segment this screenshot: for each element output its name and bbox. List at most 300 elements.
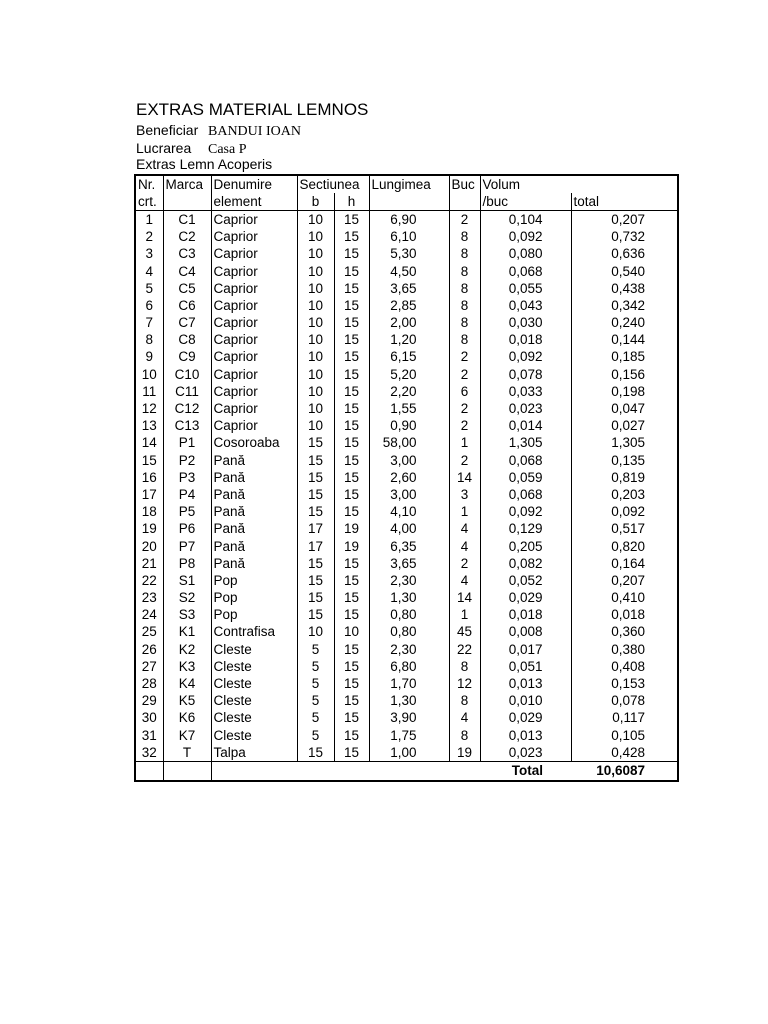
table-row [135, 469, 678, 486]
table-row [135, 521, 678, 538]
row-marca: C9 [163, 349, 211, 366]
row-marca: C8 [163, 332, 211, 349]
row-lungimea: 1,00 [369, 744, 449, 762]
row-volum-buc: 0,092 [480, 229, 571, 246]
row-b: 15 [297, 607, 334, 624]
row-volum-buc: 0,023 [480, 744, 571, 762]
row-buc: 2 [449, 400, 480, 417]
row-buc: 22 [449, 641, 480, 658]
row-marca: K3 [163, 658, 211, 675]
row-b: 15 [297, 744, 334, 762]
row-marca: C10 [163, 366, 211, 383]
row-marca: C2 [163, 229, 211, 246]
lucrarea-value: Casa P [208, 142, 247, 157]
row-volum-buc: 0,059 [480, 469, 571, 486]
row-buc: 14 [449, 469, 480, 486]
row-buc: 14 [449, 590, 480, 607]
row-denumire: Caprior [211, 332, 297, 349]
row-marca: C7 [163, 315, 211, 332]
row-b: 10 [297, 366, 334, 383]
row-lungimea: 1,30 [369, 693, 449, 710]
row-volum-total: 0,207 [571, 211, 678, 229]
row-marca: C5 [163, 280, 211, 297]
row-marca: K2 [163, 641, 211, 658]
row-h: 15 [334, 280, 369, 297]
header-buc: Buc [449, 175, 480, 193]
row-nr: 12 [135, 400, 163, 417]
table-row [135, 400, 678, 417]
row-h: 15 [334, 486, 369, 503]
row-b: 10 [297, 624, 334, 641]
table-row [135, 366, 678, 383]
header-volum: Volum [480, 175, 678, 193]
row-h: 15 [334, 349, 369, 366]
row-volum-buc: 0,078 [480, 366, 571, 383]
row-denumire: Cleste [211, 675, 297, 692]
row-b: 10 [297, 383, 334, 400]
row-h: 15 [334, 710, 369, 727]
row-volum-buc: 0,055 [480, 280, 571, 297]
beneficiar-value: BANDUI IOAN [208, 124, 301, 139]
table-row [135, 452, 678, 469]
row-marca: P1 [163, 435, 211, 452]
table-row [135, 504, 678, 521]
row-marca: K7 [163, 727, 211, 744]
row-b: 10 [297, 229, 334, 246]
table-row [135, 435, 678, 452]
header-b: b [297, 193, 334, 211]
row-marca: C3 [163, 246, 211, 263]
row-buc: 8 [449, 297, 480, 314]
row-buc: 2 [449, 452, 480, 469]
row-nr: 8 [135, 332, 163, 349]
table-row [135, 383, 678, 400]
row-lungimea: 2,30 [369, 641, 449, 658]
header-h: h [334, 193, 369, 211]
row-volum-buc: 0,080 [480, 246, 571, 263]
total-empty-cell [163, 762, 211, 782]
row-h: 15 [334, 229, 369, 246]
row-volum-buc: 0,051 [480, 658, 571, 675]
row-buc: 8 [449, 246, 480, 263]
row-lungimea: 2,20 [369, 383, 449, 400]
row-volum-buc: 0,068 [480, 452, 571, 469]
row-lungimea: 2,00 [369, 315, 449, 332]
total-empty-cell [297, 762, 334, 782]
row-buc: 1 [449, 504, 480, 521]
row-nr: 21 [135, 555, 163, 572]
table-row [135, 418, 678, 435]
row-buc: 2 [449, 349, 480, 366]
row-buc: 4 [449, 538, 480, 555]
row-buc: 19 [449, 744, 480, 762]
row-h: 19 [334, 538, 369, 555]
row-h: 15 [334, 572, 369, 589]
row-volum-total: 0,540 [571, 263, 678, 280]
row-h: 15 [334, 315, 369, 332]
row-lungimea: 5,30 [369, 246, 449, 263]
total-empty-cell [449, 762, 480, 782]
row-buc: 8 [449, 332, 480, 349]
row-denumire: Pană [211, 555, 297, 572]
row-nr: 19 [135, 521, 163, 538]
row-buc: 8 [449, 315, 480, 332]
row-b: 5 [297, 641, 334, 658]
row-denumire: Pop [211, 590, 297, 607]
row-lungimea: 1,70 [369, 675, 449, 692]
header-lungimea: Lungimea [369, 175, 449, 193]
row-h: 15 [334, 693, 369, 710]
row-lungimea: 3,65 [369, 280, 449, 297]
row-nr: 17 [135, 486, 163, 503]
row-denumire: Pană [211, 504, 297, 521]
row-buc: 6 [449, 383, 480, 400]
row-volum-buc: 0,129 [480, 521, 571, 538]
row-volum-total: 0,240 [571, 315, 678, 332]
row-b: 15 [297, 452, 334, 469]
row-h: 15 [334, 641, 369, 658]
row-volum-buc: 0,017 [480, 641, 571, 658]
table-row [135, 744, 678, 762]
row-h: 15 [334, 383, 369, 400]
row-buc: 4 [449, 521, 480, 538]
row-volum-total: 1,305 [571, 435, 678, 452]
row-denumire: Caprior [211, 366, 297, 383]
row-nr: 22 [135, 572, 163, 589]
row-lungimea: 2,30 [369, 572, 449, 589]
table-row [135, 349, 678, 366]
header-marca: Marca [163, 175, 211, 193]
row-nr: 9 [135, 349, 163, 366]
table-row [135, 607, 678, 624]
total-value: 10,6087 [571, 762, 678, 782]
row-b: 10 [297, 263, 334, 280]
row-lungimea: 1,55 [369, 400, 449, 417]
table-row [135, 538, 678, 555]
row-volum-buc: 0,008 [480, 624, 571, 641]
table-row [135, 675, 678, 692]
table-row [135, 486, 678, 503]
row-denumire: Caprior [211, 246, 297, 263]
row-buc: 8 [449, 263, 480, 280]
row-lungimea: 3,90 [369, 710, 449, 727]
table-row [135, 297, 678, 314]
row-marca: S3 [163, 607, 211, 624]
table-row [135, 315, 678, 332]
row-marca: C4 [163, 263, 211, 280]
row-nr: 11 [135, 383, 163, 400]
row-b: 17 [297, 538, 334, 555]
row-b: 17 [297, 521, 334, 538]
row-buc: 3 [449, 486, 480, 503]
table-row [135, 280, 678, 297]
row-volum-total: 0,047 [571, 400, 678, 417]
header-empty [369, 193, 449, 211]
row-nr: 14 [135, 435, 163, 452]
row-lungimea: 1,20 [369, 332, 449, 349]
row-b: 10 [297, 418, 334, 435]
row-volum-buc: 0,068 [480, 263, 571, 280]
table-row [135, 263, 678, 280]
row-volum-total: 0,078 [571, 693, 678, 710]
row-nr: 1 [135, 211, 163, 229]
row-buc: 8 [449, 229, 480, 246]
row-lungimea: 2,60 [369, 469, 449, 486]
row-volum-buc: 1,305 [480, 435, 571, 452]
table-row [135, 727, 678, 744]
row-lungimea: 1,75 [369, 727, 449, 744]
row-volum-total: 0,636 [571, 246, 678, 263]
row-volum-total: 0,156 [571, 366, 678, 383]
row-b: 5 [297, 693, 334, 710]
lucrarea-label: Lucrarea [136, 140, 192, 156]
row-volum-buc: 0,092 [480, 349, 571, 366]
row-volum-total: 0,135 [571, 452, 678, 469]
total-empty-cell [211, 762, 297, 782]
table-row [135, 641, 678, 658]
row-denumire: Caprior [211, 400, 297, 417]
row-volum-total: 0,732 [571, 229, 678, 246]
row-lungimea: 5,20 [369, 366, 449, 383]
row-nr: 13 [135, 418, 163, 435]
total-row [135, 762, 678, 782]
row-h: 15 [334, 555, 369, 572]
row-lungimea: 6,35 [369, 538, 449, 555]
header-denumire: Denumire [211, 175, 297, 193]
row-lungimea: 2,85 [369, 297, 449, 314]
row-b: 15 [297, 572, 334, 589]
row-marca: C11 [163, 383, 211, 400]
row-volum-total: 0,380 [571, 641, 678, 658]
row-marca: P5 [163, 504, 211, 521]
row-h: 15 [334, 658, 369, 675]
row-volum-total: 0,092 [571, 504, 678, 521]
total-empty-cell [334, 762, 369, 782]
row-volum-total: 0,164 [571, 555, 678, 572]
row-nr: 24 [135, 607, 163, 624]
row-lungimea: 4,00 [369, 521, 449, 538]
row-denumire: Pană [211, 538, 297, 555]
row-denumire: Pop [211, 572, 297, 589]
row-nr: 16 [135, 469, 163, 486]
total-label: Total [480, 762, 571, 782]
table-row [135, 211, 678, 229]
row-denumire: Caprior [211, 211, 297, 229]
row-denumire: Caprior [211, 229, 297, 246]
row-nr: 28 [135, 675, 163, 692]
row-lungimea: 3,00 [369, 452, 449, 469]
row-buc: 1 [449, 607, 480, 624]
row-lungimea: 0,80 [369, 624, 449, 641]
row-buc: 4 [449, 572, 480, 589]
row-nr: 20 [135, 538, 163, 555]
row-h: 15 [334, 435, 369, 452]
row-h: 15 [334, 727, 369, 744]
row-volum-total: 0,819 [571, 469, 678, 486]
total-empty-cell [369, 762, 449, 782]
row-buc: 4 [449, 710, 480, 727]
row-buc: 45 [449, 624, 480, 641]
row-nr: 26 [135, 641, 163, 658]
row-marca: P7 [163, 538, 211, 555]
row-lungimea: 58,00 [369, 435, 449, 452]
row-denumire: Pop [211, 607, 297, 624]
beneficiar-label: Beneficiar [136, 122, 199, 138]
row-lungimea: 6,90 [369, 211, 449, 229]
row-volum-buc: 0,010 [480, 693, 571, 710]
row-volum-buc: 0,068 [480, 486, 571, 503]
row-volum-total: 0,144 [571, 332, 678, 349]
row-buc: 2 [449, 418, 480, 435]
row-buc: 8 [449, 693, 480, 710]
row-h: 15 [334, 744, 369, 762]
subtitle: Extras Lemn Acoperis [136, 156, 273, 172]
row-marca: P3 [163, 469, 211, 486]
table-row [135, 246, 678, 263]
row-marca: P6 [163, 521, 211, 538]
row-buc: 2 [449, 555, 480, 572]
header-empty [449, 193, 480, 211]
row-b: 10 [297, 349, 334, 366]
row-lungimea: 4,10 [369, 504, 449, 521]
row-volum-total: 0,517 [571, 521, 678, 538]
row-nr: 18 [135, 504, 163, 521]
row-b: 15 [297, 435, 334, 452]
row-volum-buc: 0,014 [480, 418, 571, 435]
row-h: 10 [334, 624, 369, 641]
document-title: EXTRAS MATERIAL LEMNOS [136, 100, 369, 119]
row-marca: P4 [163, 486, 211, 503]
row-h: 19 [334, 521, 369, 538]
row-b: 5 [297, 710, 334, 727]
row-b: 15 [297, 555, 334, 572]
row-b: 5 [297, 727, 334, 744]
row-volum-total: 0,207 [571, 572, 678, 589]
row-h: 15 [334, 297, 369, 314]
row-denumire: Cleste [211, 658, 297, 675]
row-buc: 8 [449, 727, 480, 744]
row-h: 15 [334, 469, 369, 486]
row-h: 15 [334, 607, 369, 624]
row-lungimea: 0,90 [369, 418, 449, 435]
row-marca: K1 [163, 624, 211, 641]
row-nr: 27 [135, 658, 163, 675]
row-b: 10 [297, 211, 334, 229]
row-marca: P8 [163, 555, 211, 572]
row-b: 10 [297, 246, 334, 263]
row-volum-total: 0,018 [571, 607, 678, 624]
row-volum-buc: 0,013 [480, 675, 571, 692]
row-b: 10 [297, 280, 334, 297]
row-nr: 6 [135, 297, 163, 314]
row-volum-buc: 0,029 [480, 590, 571, 607]
row-volum-total: 0,203 [571, 486, 678, 503]
row-lungimea: 6,10 [369, 229, 449, 246]
row-denumire: Cleste [211, 641, 297, 658]
row-marca: K5 [163, 693, 211, 710]
row-h: 15 [334, 675, 369, 692]
row-marca: K4 [163, 675, 211, 692]
row-h: 15 [334, 504, 369, 521]
row-marca: C6 [163, 297, 211, 314]
row-volum-buc: 0,018 [480, 607, 571, 624]
row-volum-total: 0,438 [571, 280, 678, 297]
row-marca: C12 [163, 400, 211, 417]
row-denumire: Pană [211, 486, 297, 503]
row-volum-total: 0,428 [571, 744, 678, 762]
row-nr: 7 [135, 315, 163, 332]
row-nr: 29 [135, 693, 163, 710]
row-volum-total: 0,408 [571, 658, 678, 675]
row-lungimea: 1,30 [369, 590, 449, 607]
beneficiar-line [136, 122, 301, 140]
table-row [135, 624, 678, 641]
row-nr: 5 [135, 280, 163, 297]
row-marca: K6 [163, 710, 211, 727]
row-nr: 2 [135, 229, 163, 246]
row-b: 10 [297, 400, 334, 417]
row-h: 15 [334, 590, 369, 607]
header-crt: crt. [135, 193, 163, 211]
header-nr: Nr. [135, 175, 163, 193]
row-volum-buc: 0,104 [480, 211, 571, 229]
row-denumire: Pană [211, 469, 297, 486]
row-denumire: Pană [211, 452, 297, 469]
row-volum-total: 0,117 [571, 710, 678, 727]
row-h: 15 [334, 418, 369, 435]
row-marca: C13 [163, 418, 211, 435]
row-nr: 3 [135, 246, 163, 263]
row-lungimea: 6,15 [369, 349, 449, 366]
row-denumire: Caprior [211, 297, 297, 314]
row-denumire: Cleste [211, 727, 297, 744]
row-volum-total: 0,153 [571, 675, 678, 692]
row-denumire: Caprior [211, 418, 297, 435]
row-buc: 2 [449, 366, 480, 383]
table-row [135, 332, 678, 349]
table-row [135, 710, 678, 727]
row-b: 15 [297, 469, 334, 486]
row-volum-total: 0,027 [571, 418, 678, 435]
row-nr: 32 [135, 744, 163, 762]
row-buc: 2 [449, 211, 480, 229]
row-volum-total: 0,198 [571, 383, 678, 400]
row-lungimea: 0,80 [369, 607, 449, 624]
row-denumire: Caprior [211, 263, 297, 280]
row-h: 15 [334, 263, 369, 280]
row-volum-buc: 0,043 [480, 297, 571, 314]
row-denumire: Caprior [211, 349, 297, 366]
row-b: 5 [297, 658, 334, 675]
row-marca: T [163, 744, 211, 762]
row-lungimea: 6,80 [369, 658, 449, 675]
row-lungimea: 3,65 [369, 555, 449, 572]
row-volum-buc: 0,029 [480, 710, 571, 727]
row-volum-total: 0,820 [571, 538, 678, 555]
row-buc: 1 [449, 435, 480, 452]
row-denumire: Caprior [211, 383, 297, 400]
row-h: 15 [334, 452, 369, 469]
row-b: 15 [297, 504, 334, 521]
row-denumire: Cosoroaba [211, 435, 297, 452]
row-buc: 8 [449, 280, 480, 297]
header-empty [163, 193, 211, 211]
row-nr: 23 [135, 590, 163, 607]
row-denumire: Pană [211, 521, 297, 538]
row-h: 15 [334, 246, 369, 263]
row-h: 15 [334, 366, 369, 383]
row-volum-buc: 0,052 [480, 572, 571, 589]
